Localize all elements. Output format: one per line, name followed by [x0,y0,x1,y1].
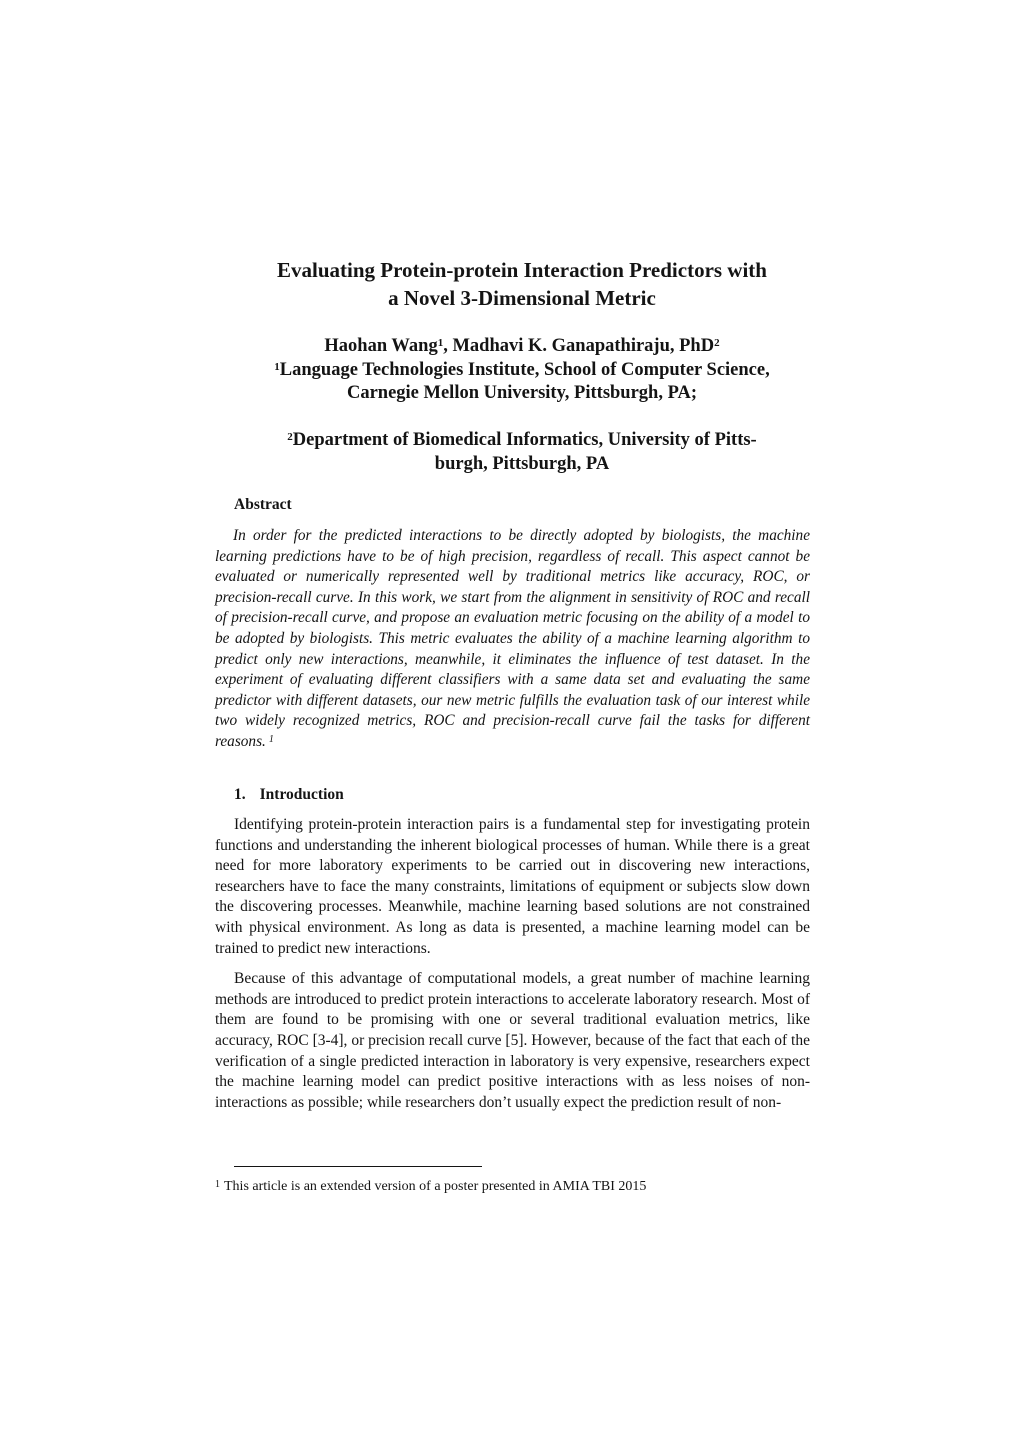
affiliation-1-line-1 [150,359,894,383]
affiliation-1-text: Language Technologies Institute, School of Computer Science, [279,359,770,380]
abstract-paragraph [215,526,810,753]
title-line-2: a Novel 3-Dimensional Metric [388,286,656,310]
author-1-name: Haohan Wang [324,336,438,356]
author-2-name: Madhavi K. Ganapathiraju, PhD [452,336,715,356]
footnote [215,1178,646,1196]
affiliation-2-line-1 [150,428,894,452]
affiliation-1-sup: 1 [274,360,280,373]
abstract-heading: Abstract [234,496,292,513]
affiliation-2-line-2: burgh, Pittsburgh, PA [434,454,610,474]
affiliation-1-line-2: Carnegie Mellon University, Pittsburgh, PA; [346,383,698,403]
affiliation-2 [150,428,894,476]
intro-paragraph-1: Identifying protein-protein interaction pairs is a fundamental step for investigating protein functions and understanding the inherent biological processes of human. While there is a great need for more laboratory experiments to be carried out in discovering new interactions, researchers have to face the many constraints, limitations of equipment or subjects slow down the discovering processes. Meanwhile, machine learning based solutions are not constrained with physical environment. As long as data is presented, a machine learning model can be trained to predict new interactions. [215,816,810,957]
abstract-body [215,526,810,753]
paper-title [150,256,894,312]
affiliation-2-text: Department of Biomedical Informatics, University of Pitts- [292,430,757,450]
author-block [150,335,894,406]
footnote-divider [234,1166,482,1167]
author-separator: , [443,336,453,356]
section-heading-introduction [234,785,344,805]
section-title: Introduction [259,786,344,803]
author-1-sup: 1 [437,337,444,349]
section-number: 1. [234,786,246,803]
author-2-sup: 2 [714,337,720,349]
author-line [150,335,894,359]
introduction-body [215,815,810,1113]
intro-paragraph-2: Because of this advantage of computational models, a great number of machine learning methods are introduced to predict protein interactions to accelerate laboratory research. Most of them are found to be promising with one or several traditional evaluation metrics, like accuracy, ROC [3-4], or precision recall curve [5]. However, because of the fact that each of the verification of a single predicted interaction in laboratory is very expensive, researchers expect the machine learning model can predict positive interactions with as less noises of non-interactions as possible; while researchers don’t usually expect the prediction result of non- [215,970,810,1111]
footnote-text: This article is an extended version of a poster presented in AMIA TBI 2015 [224,1179,647,1194]
abstract-footnote-mark: 1 [268,733,274,745]
footnote-number: 1 [215,1179,220,1190]
title-line-1: Evaluating Protein-protein Interaction Predictors with [277,258,767,282]
abstract-text: In order for the predicted interactions to be directly adopted by biologists, the machine learning predictions have to be of high precision, regardless of recall. This aspect cannot be evaluated or numerically represented well by traditional metrics like accuracy, ROC, or precision-recall curve. In this work, we start from the alignment in sensitivity of ROC and recall of precision-recall curve, and propose an evaluation metric focusing on the ability of a model to be adopted by biologists. This metric evaluates the ability of a machine learning algorithm to predict only new interactions, meanwhile, it eliminates the influence of test dataset. In the experiment of evaluating different classifiers with a same data set and evaluating the same predictor with different datasets, our new metric fulfills the evaluation task of our interest while two widely recognized metrics, ROC and precision-recall curve fail the tasks for different reasons. [215,527,810,750]
affiliation-2-sup: 2 [287,431,293,443]
